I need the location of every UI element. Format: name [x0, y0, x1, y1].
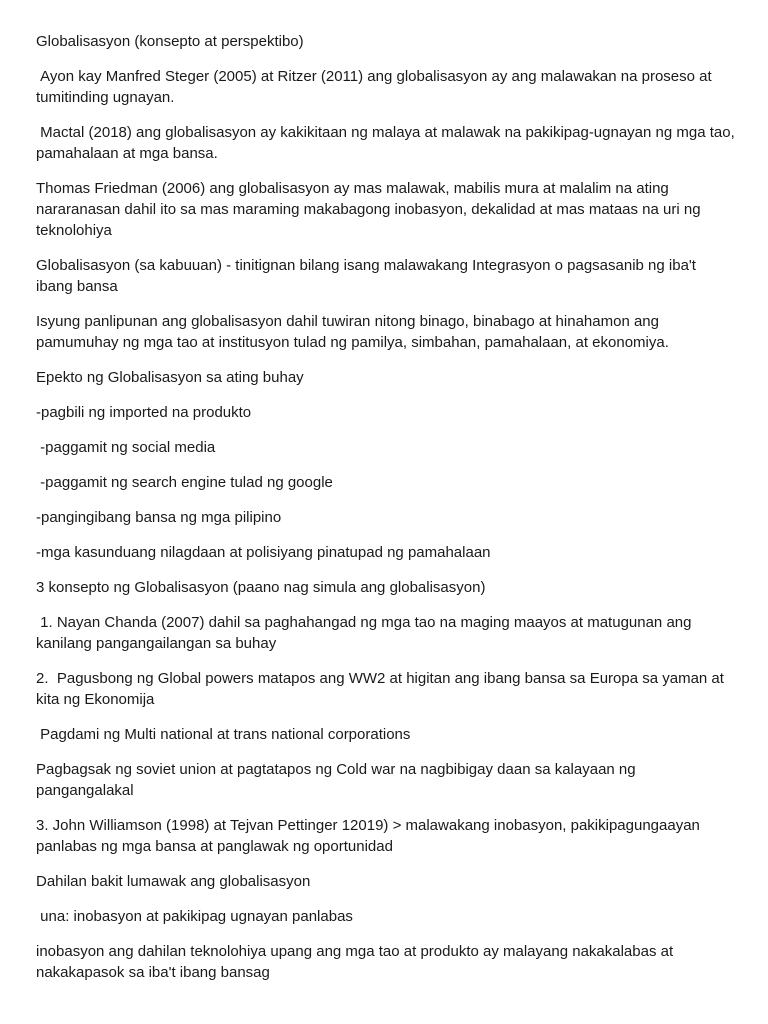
- paragraph-isyung-panlipunan: Isyung panlipunan ang globalisasyon dahil tuwiran nitong binago, binabago at hinahamon ang pamumuhay ng mga tao at institusyon tulad ng pamilya, simbahan, pamahalaan, at ekonomiya.: [36, 313, 669, 351]
- paragraph-steger-ritzer: Ayon kay Manfred Steger (2005) at Ritzer (2011) ang globalisasyon ay ang malawakan na proseso at tumitinding ugnayan.: [36, 68, 716, 106]
- list-item: -mga kasunduang nilagdaan at polisiyang pinatupad ng pamahalaan: [36, 544, 491, 561]
- paragraph-una: una: inobasyon at pakikipag ugnayan panlabas: [36, 908, 353, 925]
- section-heading-konsepto: 3 konsepto ng Globalisasyon (paano nag simula ang globalisasyon): [36, 579, 486, 596]
- paragraph-friedman: Thomas Friedman (2006) ang globalisasyon ay mas malawak, mabilis mura at malalim na ating nararanasan dahil ito sa mas maraming makabagong inobasyon, dekalidad at mas mataas na uri ng teknolohiya: [36, 180, 705, 239]
- list-item: -paggamit ng social media: [36, 439, 216, 456]
- paragraph-mactal: Mactal (2018) ang globalisasyon ay kakikitaan ng malaya at malawak na pakikipag-ugnayan ng mga tao, pamahalaan at mga bansa.: [36, 124, 739, 162]
- list-item: -pagbili ng imported na produkto: [36, 404, 252, 421]
- paragraph-williamson: 3. John Williamson (1998) at Tejvan Pettinger 12019) > malawakang inobasyon, pakikipagungaayan panlabas ng mga bansa at panglawak ng oportunidad: [36, 817, 705, 855]
- section-heading-dahilan: Dahilan bakit lumawak ang globalisasyon: [36, 873, 311, 890]
- document-heading: Globalisasyon (konsepto at perspektibo): [36, 33, 304, 50]
- paragraph-chanda: 1. Nayan Chanda (2007) dahil sa paghahangad ng mga tao na maging maayos at matugunan ang kanilang pangangailangan sa buhay: [36, 614, 696, 652]
- section-heading-epekto: Epekto ng Globalisasyon sa ating buhay: [36, 369, 304, 386]
- list-item: -pangingibang bansa ng mga pilipino: [36, 509, 282, 526]
- list-item: -paggamit ng search engine tulad ng google: [36, 474, 333, 491]
- paragraph-inobasyon: inobasyon ang dahilan teknolohiya upang ang mga tao at produkto ay malayang nakakalabas at nakakapasok sa iba't ibang bansag: [36, 943, 678, 981]
- document-page: [36, 31, 739, 997]
- paragraph-soviet-union: Pagbagsak ng soviet union at pagtatapos ng Cold war na nagbibigay daan sa kalayaan ng pangangalakal: [36, 761, 640, 799]
- paragraph-multinational: Pagdami ng Multi national at trans national corporations: [36, 726, 411, 743]
- paragraph-kabuuan: Globalisasyon (sa kabuuan) - tinitignan bilang isang malawakang Integrasyon o pagsasanib ng iba't ibang bansa: [36, 257, 701, 295]
- paragraph-global-powers: 2. Pagusbong ng Global powers matapos ang WW2 at higitan ang ibang bansa sa Europa sa yaman at kita ng Ekonomija: [36, 670, 729, 708]
